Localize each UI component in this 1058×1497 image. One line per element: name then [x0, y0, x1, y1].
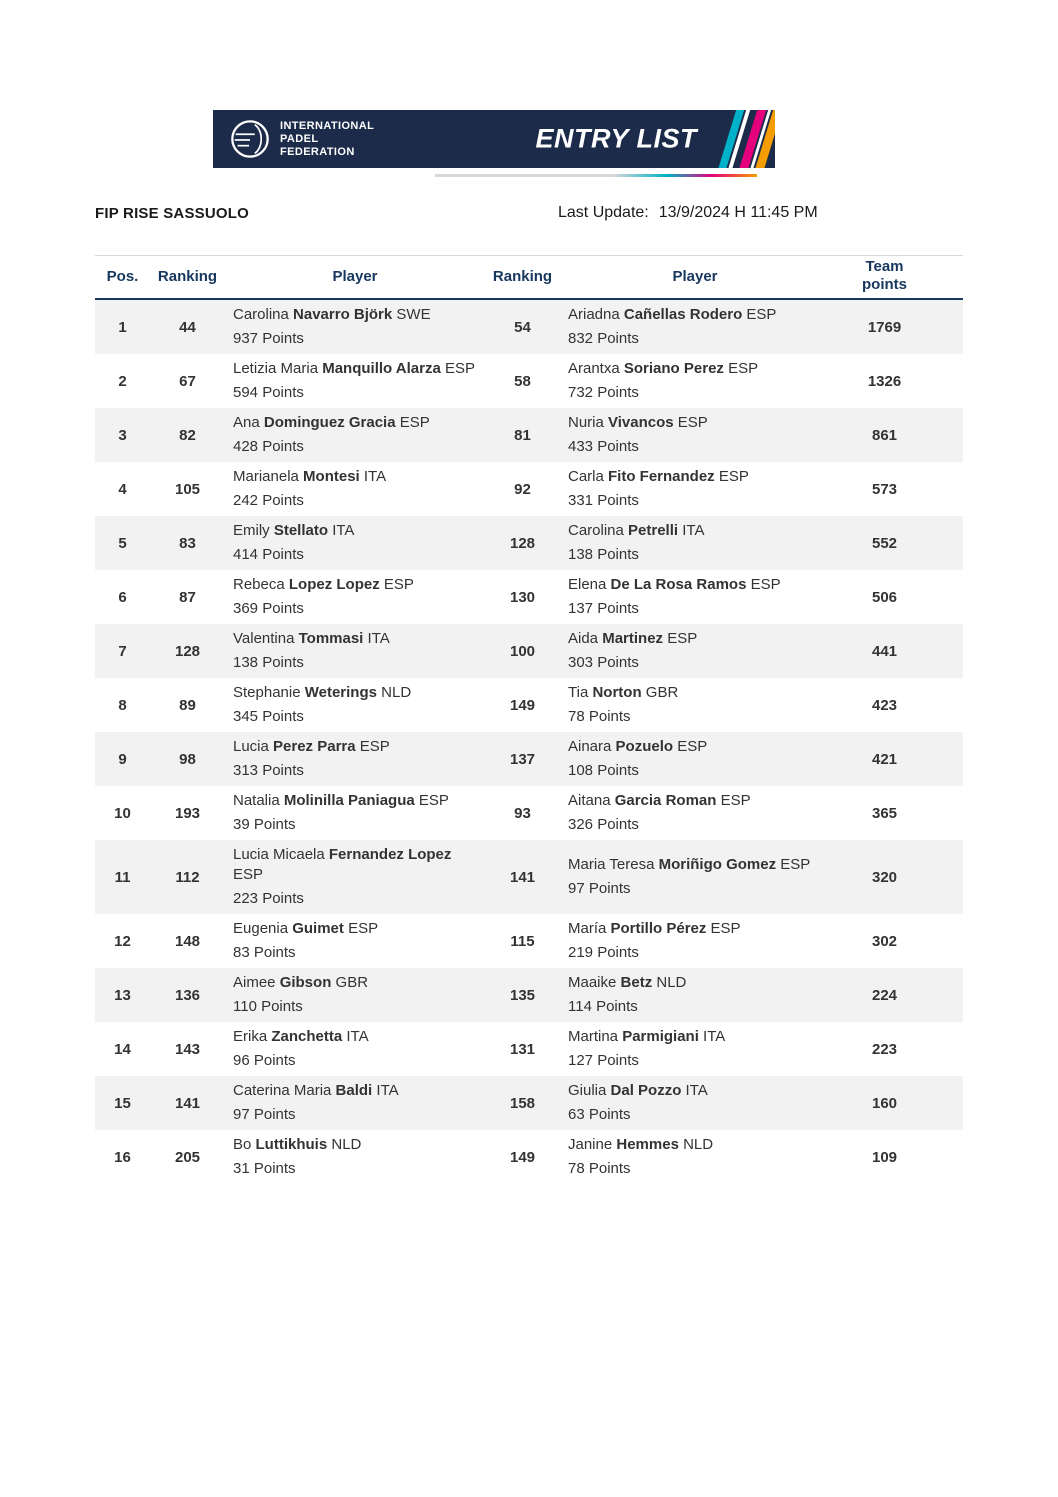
- team-points-cell: 320: [871, 868, 898, 886]
- ranking-cell: 82: [179, 426, 196, 444]
- player-given-name: Carolina: [568, 522, 629, 539]
- player-name: [568, 919, 820, 939]
- ranking-cell: 58: [514, 372, 531, 390]
- last-update-value: 13/9/2024 H 11:45 PM: [658, 204, 818, 221]
- banner-bottom-strip: [213, 168, 775, 188]
- ipf-logo-text: [280, 120, 374, 159]
- table-row: [95, 408, 963, 462]
- ranking-cell: 137: [509, 750, 536, 768]
- player-given-name: Marianela: [233, 468, 304, 485]
- player-family-name: Gibson: [279, 974, 332, 991]
- player-1-cell: [225, 300, 485, 354]
- table-row: [95, 570, 963, 624]
- player-name: [233, 683, 475, 703]
- player-country-code: NLD: [376, 684, 412, 701]
- ranking-cell: 105: [174, 480, 201, 498]
- player-name: [233, 359, 475, 379]
- player-points: 108 Points: [568, 762, 639, 779]
- player-points: 39 Points: [233, 816, 296, 833]
- player-country-code: NLD: [652, 974, 687, 991]
- player-name: [233, 1135, 475, 1155]
- player-given-name: Caterina Maria: [233, 1082, 336, 1099]
- player-given-name: Bo: [233, 1136, 256, 1153]
- player-name: [568, 521, 820, 541]
- ranking-cell: 112: [175, 868, 200, 886]
- player-given-name: Stephanie: [233, 684, 305, 701]
- position-cell: 7: [118, 642, 127, 660]
- player-given-name: Lucia Micaela: [233, 846, 329, 863]
- player-points: 242 Points: [233, 492, 304, 509]
- player-name: [568, 359, 820, 379]
- player-family-name: Dominguez Gracia: [263, 414, 396, 431]
- player-given-name: Eugenia: [233, 920, 293, 937]
- player-points: 97 Points: [568, 880, 631, 897]
- player-1-cell: [225, 1022, 485, 1076]
- player-country-code: NLD: [327, 1136, 362, 1153]
- table-row: [95, 786, 963, 840]
- player-given-name: Aimee: [233, 974, 280, 991]
- player-given-name: Elena: [568, 576, 611, 593]
- player-2-cell: [560, 1130, 830, 1184]
- ranking-cell: 98: [179, 750, 196, 768]
- team-points-cell: 441: [871, 642, 898, 660]
- position-cell: 13: [114, 986, 131, 1004]
- player-name: [568, 1081, 820, 1101]
- table-row: [95, 462, 963, 516]
- position-cell: 11: [114, 868, 131, 886]
- ranking-cell: 205: [174, 1148, 201, 1166]
- logo-line-3: FEDERATION: [280, 145, 355, 158]
- player-1-cell: [225, 968, 485, 1022]
- player-country-code: ESP: [355, 738, 390, 755]
- player-family-name: Navarro Björk: [293, 306, 393, 323]
- player-name: [568, 683, 820, 703]
- player-given-name: Ariadna: [568, 306, 624, 323]
- player-country-code: GBR: [331, 974, 369, 991]
- player-points: 433 Points: [568, 438, 639, 455]
- player-1-cell: [225, 914, 485, 968]
- player-country-code: ESP: [716, 792, 751, 809]
- player-country-code: ITA: [359, 468, 387, 485]
- ranking-cell: 149: [509, 1148, 536, 1166]
- player-points: 594 Points: [233, 384, 304, 401]
- player-1-cell: [225, 570, 485, 624]
- ranking-cell: 67: [179, 372, 196, 390]
- ranking-cell: 54: [514, 318, 531, 336]
- table-row: [95, 354, 963, 408]
- player-points: 138 Points: [233, 654, 304, 671]
- player-family-name: Norton: [592, 684, 642, 701]
- team-points-cell: 365: [871, 804, 898, 822]
- player-2-cell: [560, 732, 830, 786]
- player-given-name: Maria Teresa: [568, 856, 659, 873]
- player-given-name: Natalia: [233, 792, 284, 809]
- team-points-cell: 506: [871, 588, 898, 606]
- player-name: [233, 1081, 475, 1101]
- banner-stripes-decoration: [711, 110, 775, 168]
- player-given-name: Janine: [568, 1136, 617, 1153]
- player-family-name: Fito Fernandez: [608, 468, 715, 485]
- player-2-cell: [560, 408, 830, 462]
- ranking-cell: 131: [509, 1040, 536, 1058]
- player-country-code: ESP: [673, 738, 708, 755]
- position-cell: 6: [118, 588, 127, 606]
- player-points: 78 Points: [568, 708, 631, 725]
- player-country-code: ESP: [776, 856, 811, 873]
- player-family-name: Pozuelo: [615, 738, 674, 755]
- player-1-cell: [225, 678, 485, 732]
- team-points-cell: 302: [871, 932, 898, 950]
- position-cell: 10: [114, 804, 131, 822]
- player-2-cell: [560, 516, 830, 570]
- table-row: [95, 1022, 963, 1076]
- player-name: [568, 1135, 820, 1155]
- position-cell: 9: [118, 750, 127, 768]
- ranking-cell: 44: [179, 318, 196, 336]
- player-country-code: ESP: [343, 920, 379, 937]
- player-country-code: SWE: [392, 306, 431, 323]
- player-country-code: ITA: [372, 1082, 399, 1099]
- player-given-name: Arantxa: [568, 360, 624, 377]
- player-name: [233, 845, 475, 885]
- player-country-code: ESP: [723, 360, 759, 377]
- player-country-code: ESP: [414, 792, 449, 809]
- position-cell: 2: [118, 372, 127, 390]
- ipf-logo: [229, 118, 374, 160]
- player-points: 223 Points: [233, 890, 304, 907]
- player-country-code: ESP: [663, 630, 698, 647]
- player-country-code: ITA: [342, 1028, 369, 1045]
- player-name: [233, 467, 475, 487]
- player-given-name: Carla: [568, 468, 609, 485]
- player-family-name: Zanchetta: [271, 1028, 343, 1045]
- player-country-code: GBR: [641, 684, 679, 701]
- player-name: [568, 629, 820, 649]
- player-points: 369 Points: [233, 600, 304, 617]
- player-name: [233, 791, 475, 811]
- player-family-name: Dal Pozzo: [610, 1082, 682, 1099]
- player-given-name: Emily: [233, 522, 274, 539]
- table-row: [95, 624, 963, 678]
- player-name: [233, 413, 475, 433]
- team-points-cell: 861: [871, 426, 898, 444]
- ranking-cell: 143: [174, 1040, 201, 1058]
- player-points: 313 Points: [233, 762, 304, 779]
- player-2-cell: [560, 786, 830, 840]
- ranking-cell: 115: [510, 932, 535, 950]
- ranking-cell: 81: [514, 426, 531, 444]
- player-points: 137 Points: [568, 600, 639, 617]
- col-header-team-points: Team points: [862, 258, 907, 293]
- player-given-name: Ainara: [568, 738, 616, 755]
- player-family-name: Hemmes: [616, 1136, 679, 1153]
- player-family-name: Petrelli: [628, 522, 679, 539]
- player-name: [568, 467, 820, 487]
- col-header-pos: Pos.: [106, 267, 139, 285]
- player-points: 331 Points: [568, 492, 639, 509]
- position-cell: 3: [118, 426, 127, 444]
- player-given-name: María: [568, 920, 611, 937]
- player-given-name: Aitana: [568, 792, 615, 809]
- banner-navy-bar: [213, 110, 775, 168]
- player-1-cell: [225, 462, 485, 516]
- player-points: 832 Points: [568, 330, 639, 347]
- player-family-name: Soriano Perez: [623, 360, 724, 377]
- banner-title: ENTRY LIST: [535, 123, 697, 154]
- ranking-cell: 141: [509, 868, 536, 886]
- col-header-ranking-2: Ranking: [492, 267, 553, 285]
- table-row: [95, 1130, 963, 1184]
- table-row: [95, 516, 963, 570]
- player-name: [233, 521, 475, 541]
- logo-line-2: PADEL: [280, 132, 319, 145]
- player-points: 96 Points: [233, 1052, 296, 1069]
- player-points: 138 Points: [568, 546, 639, 563]
- ranking-cell: 149: [509, 696, 536, 714]
- team-points-cell: 224: [871, 986, 898, 1004]
- player-2-cell: [560, 462, 830, 516]
- player-family-name: Lopez Lopez: [288, 576, 380, 593]
- logo-line-1: INTERNATIONAL: [280, 119, 375, 132]
- player-given-name: Tia: [568, 684, 593, 701]
- table-row: [95, 678, 963, 732]
- team-points-cell: 573: [871, 480, 898, 498]
- table-row: [95, 840, 963, 914]
- ranking-cell: 136: [174, 986, 201, 1004]
- position-cell: 14: [114, 1040, 131, 1058]
- player-family-name: Guimet: [292, 920, 344, 937]
- banner-gradient-line: [435, 174, 757, 177]
- player-given-name: Rebeca: [233, 576, 289, 593]
- player-1-cell: [225, 516, 485, 570]
- last-update: [558, 204, 818, 222]
- player-country-code: NLD: [678, 1136, 714, 1153]
- player-name: [233, 1027, 475, 1047]
- ranking-cell: 87: [179, 588, 196, 606]
- table-row: [95, 914, 963, 968]
- team-points-cell: 421: [871, 750, 898, 768]
- player-name: [233, 919, 475, 939]
- position-cell: 4: [118, 480, 127, 498]
- player-country-code: ESP: [440, 360, 476, 377]
- entry-table: [95, 255, 963, 1184]
- player-points: 110 Points: [233, 998, 303, 1015]
- player-name: [568, 305, 820, 325]
- player-country-code: ESP: [233, 866, 264, 883]
- last-update-label: Last Update:: [558, 204, 649, 221]
- player-given-name: Maaike: [568, 974, 621, 991]
- player-country-code: ESP: [379, 576, 414, 593]
- player-1-cell: [225, 732, 485, 786]
- player-given-name: Nuria: [568, 414, 609, 431]
- player-2-cell: [560, 850, 830, 904]
- player-1-cell: [225, 408, 485, 462]
- player-name: [568, 973, 820, 993]
- player-given-name: Ana: [233, 414, 264, 431]
- player-1-cell: [225, 1130, 485, 1184]
- player-name: [233, 737, 475, 757]
- player-country-code: ESP: [742, 306, 777, 323]
- ranking-cell: 148: [174, 932, 201, 950]
- player-family-name: Garcia Roman: [614, 792, 717, 809]
- ranking-cell: 100: [509, 642, 536, 660]
- player-points: 937 Points: [233, 330, 304, 347]
- player-2-cell: [560, 570, 830, 624]
- player-family-name: Martinez: [602, 630, 664, 647]
- player-points: 127 Points: [568, 1052, 639, 1069]
- player-given-name: Erika: [233, 1028, 272, 1045]
- ranking-cell: 135: [509, 986, 536, 1004]
- player-1-cell: [225, 840, 485, 914]
- ranking-cell: 141: [174, 1094, 201, 1112]
- player-family-name: Weterings: [304, 684, 377, 701]
- player-points: 428 Points: [233, 438, 304, 455]
- player-family-name: Molinilla Paniagua: [283, 792, 415, 809]
- player-name: [568, 575, 820, 595]
- player-points: 83 Points: [233, 944, 296, 961]
- team-points-cell: 160: [871, 1094, 898, 1112]
- position-cell: 5: [118, 534, 127, 552]
- player-points: 78 Points: [568, 1160, 631, 1177]
- player-2-cell: [560, 624, 830, 678]
- table-row: [95, 1076, 963, 1130]
- team-points-cell: 423: [871, 696, 898, 714]
- player-family-name: Tommasi: [298, 630, 364, 647]
- ipf-logo-icon: [229, 118, 271, 160]
- player-family-name: Fernandez Lopez: [328, 846, 452, 863]
- player-given-name: Carolina: [233, 306, 294, 323]
- player-points: 31 Points: [233, 1160, 296, 1177]
- table-header-row: [95, 255, 963, 300]
- player-name: [233, 629, 475, 649]
- player-given-name: Valentina: [233, 630, 299, 647]
- player-2-cell: [560, 300, 830, 354]
- player-name: [568, 855, 820, 875]
- player-given-name: Aida: [568, 630, 603, 647]
- player-country-code: ITA: [363, 630, 390, 647]
- player-country-code: ITA: [678, 522, 705, 539]
- ranking-cell: 93: [514, 804, 531, 822]
- player-given-name: Martina: [568, 1028, 623, 1045]
- player-country-code: ESP: [714, 468, 749, 485]
- player-points: 732 Points: [568, 384, 639, 401]
- entry-list-banner: [213, 110, 775, 188]
- player-family-name: Vivancos: [608, 414, 674, 431]
- col-header-ranking-1: Ranking: [157, 267, 218, 285]
- table-row: [95, 732, 963, 786]
- position-cell: 16: [114, 1148, 131, 1166]
- player-country-code: ESP: [395, 414, 430, 431]
- player-1-cell: [225, 1076, 485, 1130]
- player-family-name: Montesi: [303, 468, 360, 485]
- player-points: 63 Points: [568, 1106, 631, 1123]
- player-name: [233, 575, 475, 595]
- player-2-cell: [560, 968, 830, 1022]
- player-2-cell: [560, 1076, 830, 1130]
- player-country-code: ESP: [706, 920, 741, 937]
- player-country-code: ESP: [746, 576, 781, 593]
- team-points-cell: 223: [871, 1040, 898, 1058]
- player-country-code: ITA: [698, 1028, 726, 1045]
- player-country-code: ITA: [328, 522, 355, 539]
- position-cell: 12: [114, 932, 131, 950]
- player-family-name: Betz: [620, 974, 653, 991]
- col-header-player-1: Player: [332, 267, 378, 285]
- team-points-cell: 1769: [867, 318, 902, 336]
- player-points: 114 Points: [568, 998, 638, 1015]
- player-points: 219 Points: [568, 944, 639, 961]
- player-2-cell: [560, 678, 830, 732]
- col-header-player-2: Player: [672, 267, 718, 285]
- ranking-cell: 89: [179, 696, 196, 714]
- player-family-name: Parmigiani: [622, 1028, 699, 1045]
- player-1-cell: [225, 624, 485, 678]
- ranking-cell: 128: [509, 534, 536, 552]
- player-points: 326 Points: [568, 816, 639, 833]
- ranking-cell: 128: [174, 642, 201, 660]
- ranking-cell: 193: [174, 804, 201, 822]
- player-points: 303 Points: [568, 654, 639, 671]
- player-name: [568, 737, 820, 757]
- tournament-title: FIP RISE SASSUOLO: [95, 205, 249, 222]
- team-points-cell: 1326: [867, 372, 902, 390]
- player-family-name: Portillo Pérez: [610, 920, 707, 937]
- player-1-cell: [225, 354, 485, 408]
- player-given-name: Letizia Maria: [233, 360, 323, 377]
- ranking-cell: 130: [509, 588, 536, 606]
- player-name: [568, 1027, 820, 1047]
- player-points: 414 Points: [233, 546, 304, 563]
- player-1-cell: [225, 786, 485, 840]
- player-name: [233, 305, 475, 325]
- player-name: [568, 791, 820, 811]
- player-family-name: Baldi: [335, 1082, 373, 1099]
- player-given-name: Giulia: [568, 1082, 611, 1099]
- table-row: [95, 300, 963, 354]
- position-cell: 8: [118, 696, 127, 714]
- player-country-code: ITA: [681, 1082, 708, 1099]
- player-family-name: Manquillo Alarza: [322, 360, 441, 377]
- player-2-cell: [560, 354, 830, 408]
- player-family-name: Moriñigo Gomez: [658, 856, 777, 873]
- player-points: 345 Points: [233, 708, 304, 725]
- player-family-name: Luttikhuis: [255, 1136, 328, 1153]
- ranking-cell: 83: [179, 534, 196, 552]
- player-name: [233, 973, 475, 993]
- player-family-name: De La Rosa Ramos: [610, 576, 747, 593]
- player-family-name: Cañellas Rodero: [623, 306, 743, 323]
- player-country-code: ESP: [673, 414, 708, 431]
- entry-table-body: [95, 300, 963, 1184]
- team-points-cell: 552: [871, 534, 898, 552]
- ranking-cell: 92: [514, 480, 531, 498]
- player-family-name: Stellato: [273, 522, 329, 539]
- position-cell: 1: [118, 318, 127, 336]
- player-2-cell: [560, 1022, 830, 1076]
- position-cell: 15: [114, 1094, 131, 1112]
- player-given-name: Lucia: [233, 738, 274, 755]
- team-points-cell: 109: [871, 1148, 898, 1166]
- player-name: [568, 413, 820, 433]
- ranking-cell: 158: [509, 1094, 536, 1112]
- player-points: 97 Points: [233, 1106, 296, 1123]
- player-2-cell: [560, 914, 830, 968]
- player-family-name: Perez Parra: [273, 738, 356, 755]
- table-row: [95, 968, 963, 1022]
